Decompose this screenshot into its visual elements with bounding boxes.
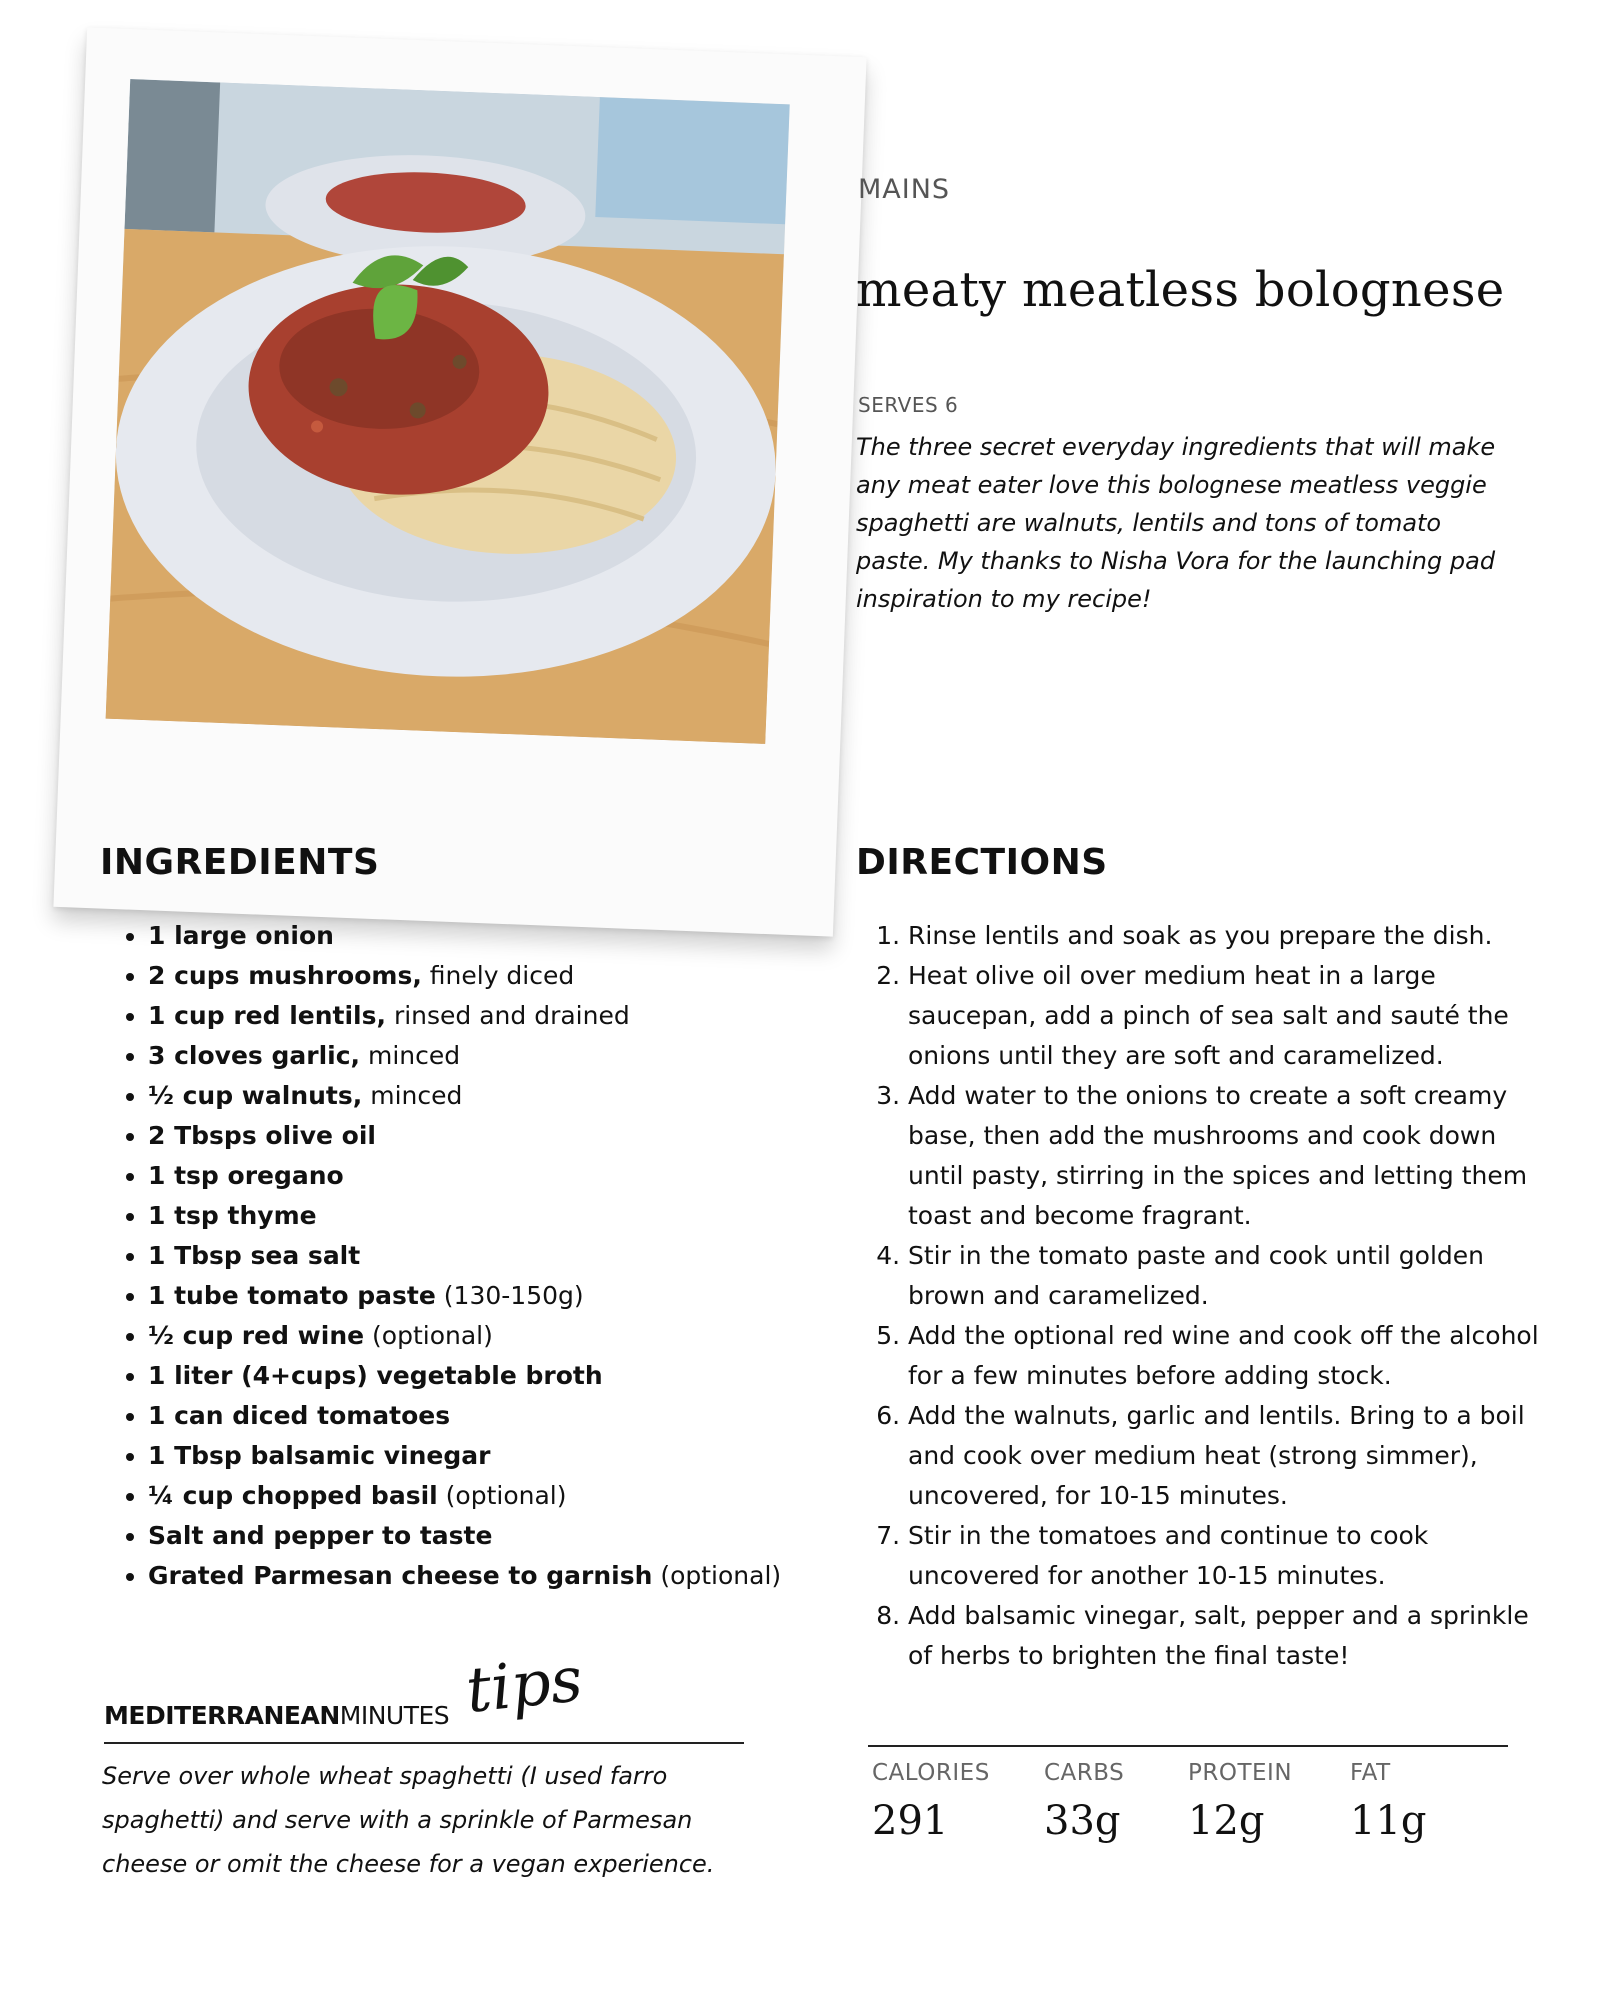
- recipe-title: meaty meatless bolognese: [856, 262, 1505, 318]
- dish-illustration: [106, 79, 790, 744]
- ingredient-item: • ½ cup red wine (optional): [148, 1316, 788, 1356]
- ingredient-item: • 1 tube tomato paste (130-150g): [148, 1276, 788, 1316]
- ingredient-item: • 3 cloves garlic, minced: [148, 1036, 788, 1076]
- nutrition-label: CALORIES: [872, 1760, 990, 1786]
- ingredient-item: • ½ cup walnuts, minced: [148, 1076, 788, 1116]
- nutrition-label: PROTEIN: [1188, 1760, 1293, 1786]
- nutrition-fat: [1350, 1760, 1427, 1844]
- ingredient-item: • 2 Tbsps olive oil: [148, 1116, 788, 1156]
- spaghetti-bolognese-photo: [106, 79, 790, 744]
- nutrition-calories: [872, 1760, 990, 1844]
- ingredient-item: • Grated Parmesan cheese to garnish (optional): [148, 1556, 788, 1596]
- direction-step: 7. Stir in the tomatoes and continue to cook uncovered for another 10-15 minutes.: [908, 1516, 1558, 1596]
- ingredient-item: • ¼ cup chopped basil (optional): [148, 1476, 788, 1516]
- window-frame: [124, 79, 220, 232]
- ingredient-item: • 1 cup red lentils, rinsed and drained: [148, 996, 788, 1036]
- polaroid-frame: [53, 27, 866, 936]
- recipe-intro: The three secret everyday ingredients that will make any meat eater love this bolognese meatless veggie spaghetti are walnuts, lentils and tons of tomato paste. My thanks to Nisha Vora for the launching pad inspiration to my recipe!: [856, 433, 1496, 613]
- nutrition-divider: [868, 1745, 1508, 1747]
- ingredient-item: • 1 Tbsp sea salt: [148, 1236, 788, 1276]
- ingredients-list: [114, 916, 788, 1596]
- ingredient-item: • 1 liter (4+cups) vegetable broth: [148, 1356, 788, 1396]
- window-sky: [595, 97, 789, 224]
- directions-list: [872, 916, 1558, 1676]
- nutrition-label: CARBS: [1044, 1760, 1125, 1786]
- ingredient-item: • 1 tsp thyme: [148, 1196, 788, 1236]
- nutrition-value: 11g: [1350, 1798, 1427, 1844]
- direction-step: 8. Add balsamic vinegar, salt, pepper and a sprinkle of herbs to brighten the final taste!: [908, 1596, 1558, 1676]
- ingredient-item: • 1 Tbsp balsamic vinegar: [148, 1436, 788, 1476]
- brand-logo: MEDITERRANEANMINUTES: [104, 1701, 450, 1730]
- recipe-category: MAINS: [858, 174, 951, 205]
- ingredient-item: • Salt and pepper to taste: [148, 1516, 788, 1556]
- direction-step: 3. Add water to the onions to create a soft creamy base, then add the mushrooms and cook down until pasty, stirring in the spices and letting them toast and become fragrant.: [908, 1076, 1558, 1236]
- ingredient-item: • 1 can diced tomatoes: [148, 1396, 788, 1436]
- nutrition-value: 12g: [1188, 1798, 1265, 1844]
- direction-step: 2. Heat olive oil over medium heat in a large saucepan, add a pinch of sea salt and sauté the onions until they are soft and caramelized.: [908, 956, 1558, 1076]
- ingredient-item: • 1 large onion: [148, 916, 788, 956]
- nutrition-carbs: [1044, 1760, 1124, 1844]
- nutrition-value: 33g: [1044, 1798, 1121, 1844]
- direction-step: 5. Add the optional red wine and cook off the alcohol for a few minutes before adding stock.: [908, 1316, 1558, 1396]
- serving-size: SERVES 6: [858, 393, 959, 417]
- nutrition-label: FAT: [1350, 1760, 1391, 1786]
- direction-step: 1. Rinse lentils and soak as you prepare the dish.: [908, 916, 1558, 956]
- ingredient-item: • 1 tsp oregano: [148, 1156, 788, 1196]
- direction-step: 6. Add the walnuts, garlic and lentils. Bring to a boil and cook over medium heat (strong simmer), uncovered, for 10-15 minutes.: [908, 1396, 1558, 1516]
- direction-step: 4. Stir in the tomato paste and cook until golden brown and caramelized.: [908, 1236, 1558, 1316]
- tips-script-label: tips: [462, 1642, 586, 1727]
- nutrition-protein: [1188, 1760, 1292, 1844]
- tips-text: Serve over whole wheat spaghetti (I used farro spaghetti) and serve with a sprinkle of Parmesan cheese or omit the cheese for a vegan experience.: [102, 1762, 715, 1878]
- ingredients-heading: INGREDIENTS: [100, 842, 380, 883]
- tips-divider: [104, 1742, 744, 1744]
- nutrition-value: 291: [872, 1798, 949, 1844]
- ingredient-item: • 2 cups mushrooms, finely diced: [148, 956, 788, 996]
- directions-heading: DIRECTIONS: [856, 842, 1108, 883]
